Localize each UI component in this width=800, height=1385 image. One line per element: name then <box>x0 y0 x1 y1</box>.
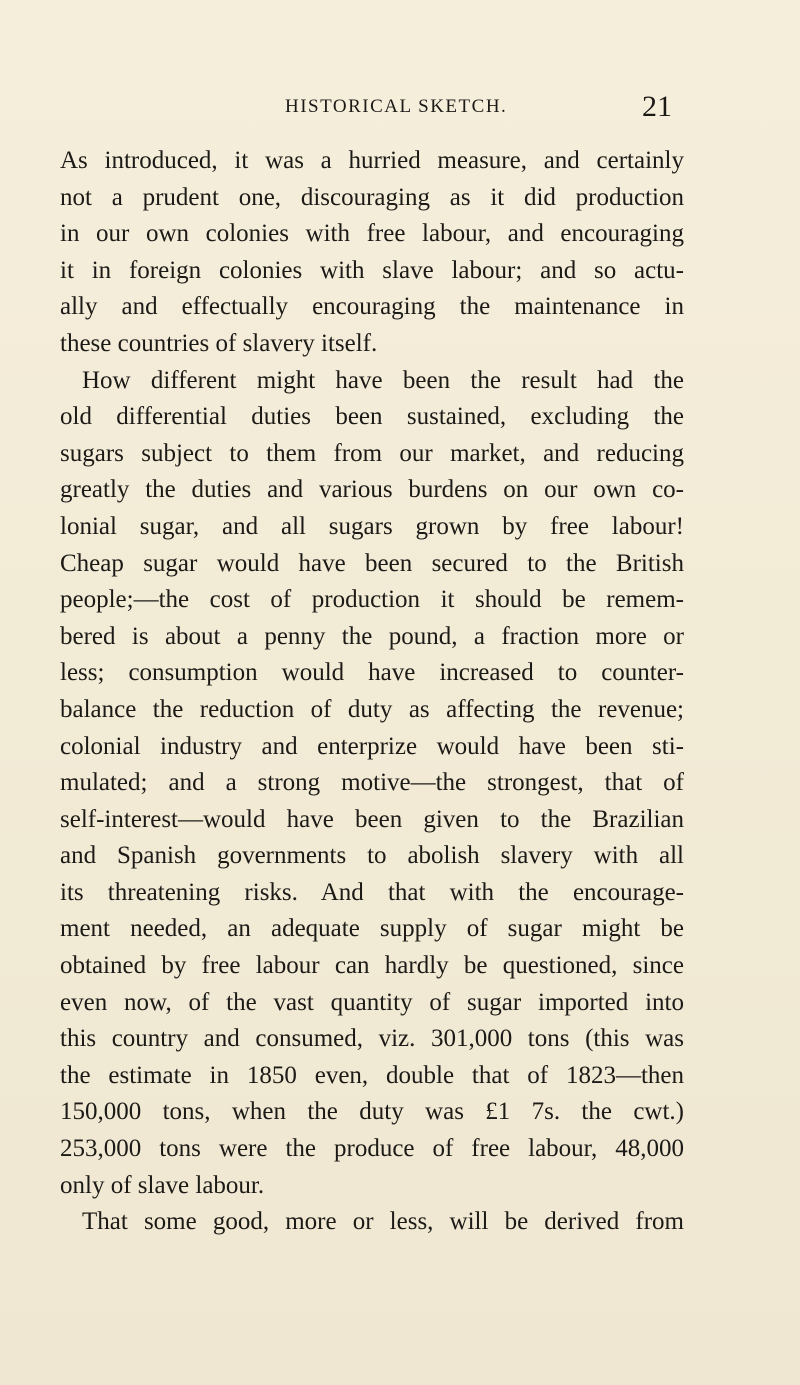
text-line: the estimate in 1850 even, double that of 1823—then <box>60 1061 684 1089</box>
text-line: its threatening risks. And that with the encourage- <box>60 878 684 906</box>
text-line: people;—the cost of production it should be remem- <box>60 586 684 614</box>
text-line: obtained by free labour can hardly be questioned, since <box>60 952 684 980</box>
text-line: it in foreign colonies with slave labour; and so actu- <box>60 256 684 284</box>
text-line: and Spanish governments to abolish slavery with all <box>60 842 684 870</box>
text-line: even now, of the vast quantity of sugar imported into <box>60 988 684 1016</box>
text-line: How different might have been the result had the <box>82 366 684 394</box>
text-line: sugars subject to them from our market, and reducing <box>60 439 684 467</box>
text-line: Cheap sugar would have been secured to the British <box>60 549 684 577</box>
text-line: As introduced, it was a hurried measure, and certainly <box>60 147 684 174</box>
text-line: balance the reduction of duty as affecting the revenue; <box>60 695 684 723</box>
text-line: lonial sugar, and all sugars grown by free labour! <box>60 512 684 540</box>
text-line: 150,000 tons, when the duty was £1 7s. the cwt.) <box>60 1098 684 1126</box>
text-line: colonial industry and enterprize would have been sti- <box>60 732 684 760</box>
text-line: ally and effectually encouraging the maintenance in <box>60 293 684 321</box>
body-text <box>60 143 684 1241</box>
text-line: That some good, more or less, will be derived from <box>82 1208 684 1236</box>
text-line: 253,000 tons were the produce of free labour, 48,000 <box>60 1135 684 1163</box>
running-head <box>0 90 800 130</box>
text-line: this country and consumed, viz. 301,000 tons (this was <box>60 1025 684 1053</box>
text-line: bered is about a penny the pound, a fraction more or <box>60 622 684 650</box>
text-line: not a prudent one, discouraging as it did production <box>60 183 684 211</box>
text-line: in our own colonies with free labour, and encouraging <box>60 220 684 248</box>
text-line: only of slave labour. <box>60 1171 265 1199</box>
running-head-title: HISTORICAL SKETCH. <box>285 96 508 117</box>
text-line: self-interest—would have been given to the Brazilian <box>60 805 684 833</box>
page-number: 21 <box>642 90 672 123</box>
text-line: less; consumption would have increased to counter- <box>60 659 684 687</box>
text-line: mulated; and a strong motive—the strongest, that of <box>60 769 684 797</box>
text-line: these countries of slavery itself. <box>60 329 378 357</box>
text-line: ment needed, an adequate supply of sugar might be <box>60 915 684 943</box>
text-line: old differential duties been sustained, excluding the <box>60 403 684 431</box>
text-line: greatly the duties and various burdens on our own co- <box>60 476 684 504</box>
